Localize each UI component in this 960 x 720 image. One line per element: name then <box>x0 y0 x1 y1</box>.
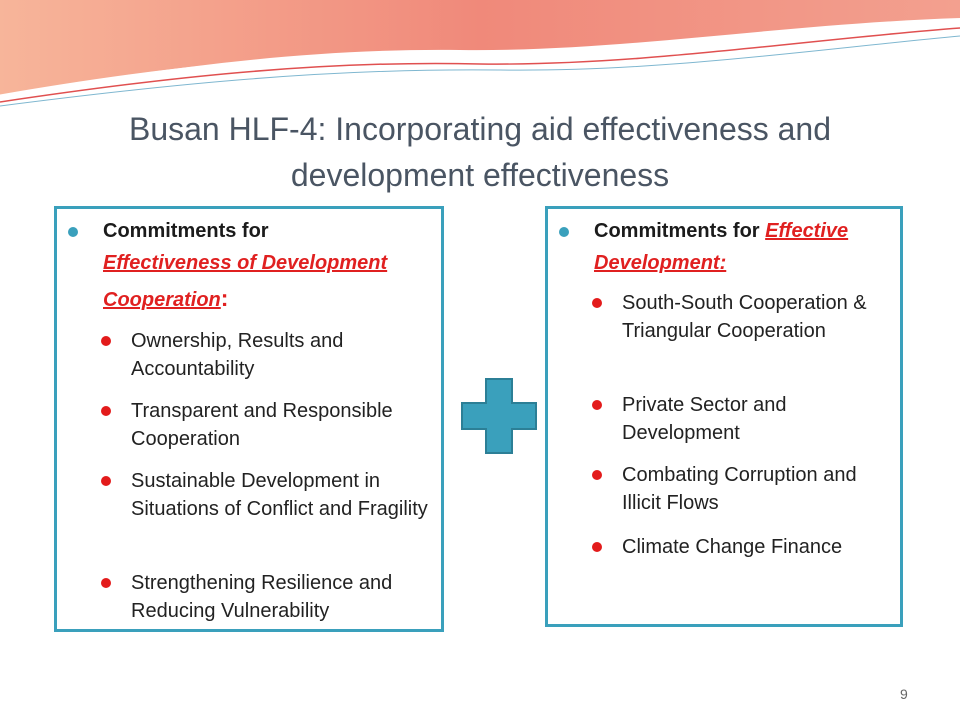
red-bullet-icon <box>101 336 111 346</box>
effective-development-box <box>545 206 903 627</box>
red-bullet-icon <box>592 400 602 410</box>
slide-title-line-1: Busan HLF-4: Incorporating aid effectiveness and <box>128 111 832 147</box>
teal-bullet-icon <box>559 227 569 237</box>
left-heading-prefix: Commitments for <box>103 220 269 242</box>
page-number: 9 <box>900 686 908 702</box>
red-bullet-icon <box>592 470 602 480</box>
left-heading-highlight-2: Cooperation <box>103 289 221 311</box>
list-item-text: Combating Corruption and Illicit Flows <box>622 464 857 514</box>
red-bullet-icon <box>101 578 111 588</box>
right-heading-prefix: Commitments for <box>594 220 760 242</box>
red-bullet-icon <box>101 406 111 416</box>
red-bullet-icon <box>101 476 111 486</box>
teal-bullet-icon <box>68 227 78 237</box>
list-item-text: Private Sector and Development <box>622 394 787 444</box>
right-heading-highlight-1: Effective <box>765 220 849 242</box>
list-item-text: Transparent and Responsible Cooperation <box>131 400 393 450</box>
right-heading-highlight-2: Development: <box>594 252 727 274</box>
slide-title-line-2: development effectiveness <box>290 157 670 193</box>
header-wave-decoration <box>0 0 960 110</box>
slide-title <box>60 106 900 198</box>
red-bullet-icon <box>592 542 602 552</box>
plus-icon <box>460 377 538 455</box>
list-item-text: Sustainable Development in Situations of Conflict and Fragility <box>131 470 428 520</box>
left-heading-highlight-1: Effectiveness of Development <box>103 252 388 274</box>
list-item-text: Ownership, Results and Accountability <box>131 330 344 380</box>
list-item-text: Strengthening Resilience and Reducing Vulnerability <box>131 572 393 622</box>
effectiveness-of-development-cooperation-box <box>54 206 444 632</box>
left-heading-colon: : <box>220 285 229 311</box>
red-bullet-icon <box>592 298 602 308</box>
list-item-text: Climate Change Finance <box>622 536 843 558</box>
list-item-text: South-South Cooperation & Triangular Cooperation <box>622 292 867 342</box>
